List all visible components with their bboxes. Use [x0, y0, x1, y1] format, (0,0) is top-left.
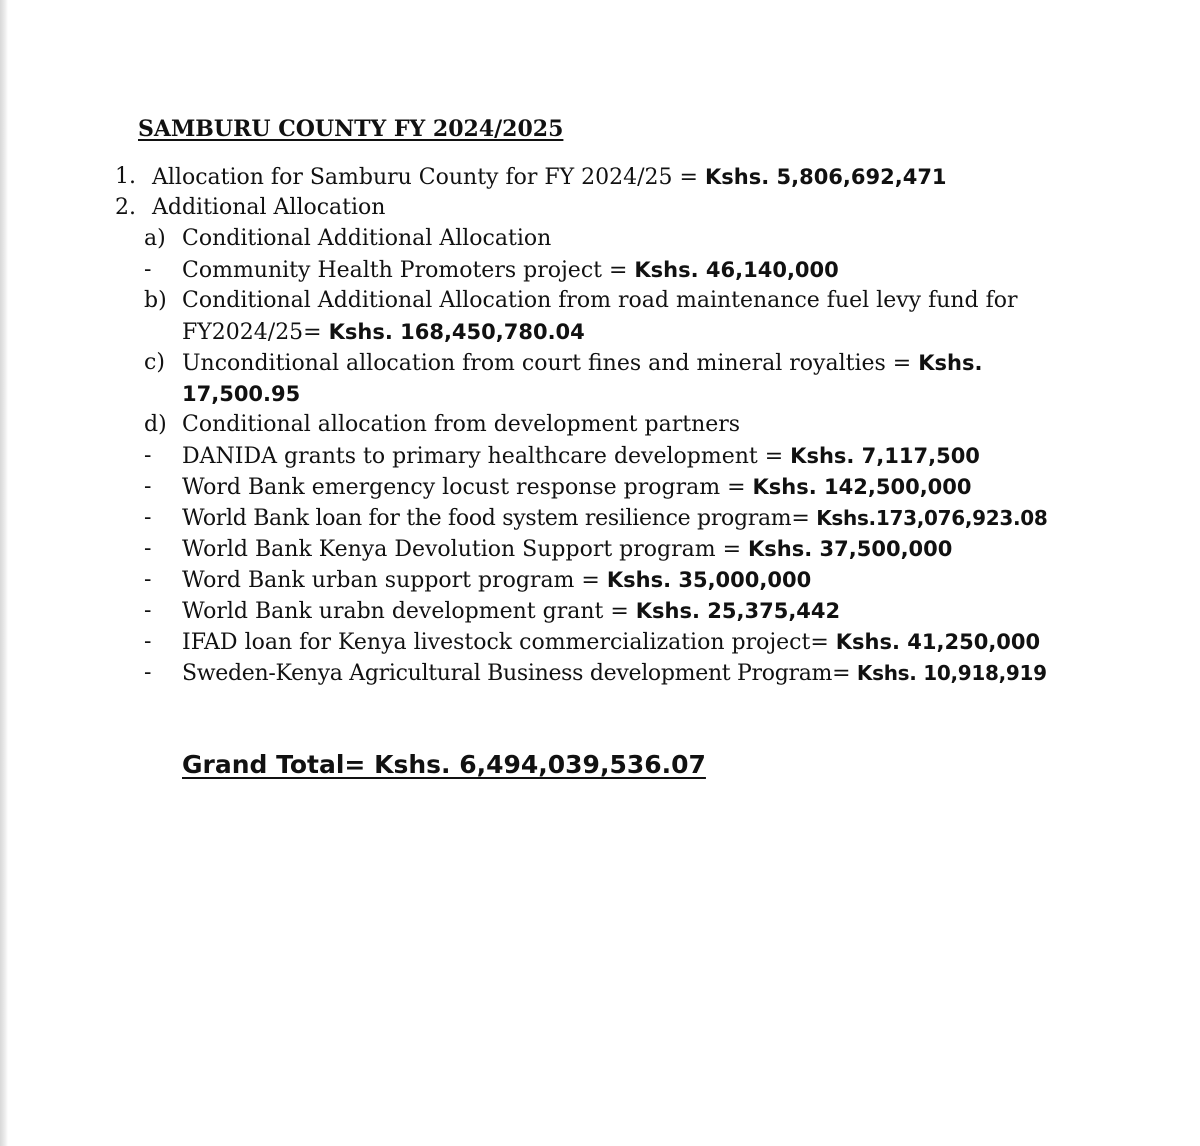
list-item [10, 565, 1200, 595]
item-1-number: 1. [115, 164, 136, 189]
bullet-dash: - [144, 505, 152, 530]
bullet-dash: - [144, 257, 152, 282]
bullet-dash: - [144, 474, 152, 499]
bullet-amount: Kshs. 46,140,000 [634, 258, 839, 282]
item-2-text: Additional Allocation [152, 195, 386, 220]
subitem-d-text: Conditional allocation from development partners [182, 412, 741, 437]
bullet-dash: - [144, 536, 152, 561]
subitem-c [10, 348, 1200, 378]
item-2 [10, 193, 1200, 223]
bullet-text: World Bank loan for the food system resilience program= Kshs.173,076,923.08 [182, 506, 1048, 531]
bullet-amount: Kshs. 7,117,500 [790, 444, 980, 468]
bullet-text: IFAD loan for Kenya livestock commercialization project= Kshs. 41,250,000 [182, 630, 1041, 655]
bullet-dash: - [144, 598, 152, 623]
bullet-text: Community Health Promoters project = Kshs. 46,140,000 [182, 258, 839, 283]
subitem-c-amount-part1: Kshs. [918, 351, 983, 375]
item-1 [10, 162, 1200, 192]
list-item [10, 627, 1200, 657]
bullet-amount: Kshs. 25,375,442 [635, 599, 841, 623]
subitem-a-text: Conditional Additional Allocation [182, 226, 552, 251]
grand-total: Grand Total= Kshs. 6,494,039,536.07 [182, 750, 706, 779]
bullet-text: Word Bank urban support program = Kshs. 35,000,000 [182, 568, 812, 593]
bullet-amount: Kshs. 41,250,000 [835, 630, 1041, 654]
subitem-b [10, 286, 1200, 316]
page-edge-shadow [0, 0, 8, 1146]
bullet-amount: Kshs. 35,000,000 [606, 568, 812, 592]
bullet-text: World Bank urabn development grant = Kshs. 25,375,442 [182, 599, 841, 624]
list-item [10, 534, 1200, 564]
subitem-d-label: d) [144, 412, 167, 437]
subitem-b-text: Conditional Additional Allocation from road maintenance fuel levy fund for [182, 288, 1018, 313]
bullet-text: DANIDA grants to primary healthcare development = Kshs. 7,117,500 [182, 444, 980, 469]
subitem-a-label: a) [144, 226, 166, 251]
subitem-a [10, 224, 1200, 254]
subitem-b-continuation [10, 317, 1200, 347]
subitem-c-continuation [10, 379, 1200, 409]
subitem-a-bullet [10, 255, 1200, 285]
bullet-text: World Bank Kenya Devolution Support program = Kshs. 37,500,000 [182, 537, 953, 562]
subitem-b-cont-text: FY2024/25= Kshs. 168,450,780.04 [182, 320, 585, 345]
subitem-c-amount-part2: 17,500.95 [182, 382, 301, 406]
list-item [10, 658, 1200, 688]
bullet-dash: - [144, 660, 152, 685]
subitem-b-amount: Kshs. 168,450,780.04 [328, 320, 585, 344]
document-title: SAMBURU COUNTY FY 2024/2025 [138, 116, 564, 142]
item-1-amount: Kshs. 5,806,692,471 [704, 165, 947, 189]
subitem-d [10, 410, 1200, 440]
list-item [10, 441, 1200, 471]
list-item [10, 503, 1200, 533]
subitem-b-label: b) [144, 288, 167, 313]
item-2-number: 2. [115, 195, 136, 220]
bullet-text: Word Bank emergency locust response program = Kshs. 142,500,000 [182, 475, 972, 500]
subitem-c-label: c) [144, 350, 165, 375]
bullet-amount: Kshs. 37,500,000 [748, 537, 953, 561]
item-1-text: Allocation for Samburu County for FY 2024/25 = Kshs. 5,806,692,471 [152, 165, 947, 190]
bullet-dash: - [144, 567, 152, 592]
bullet-dash: - [144, 443, 152, 468]
bullet-dash: - [144, 629, 152, 654]
list-item [10, 596, 1200, 626]
list-item [10, 472, 1200, 502]
bullet-amount: Kshs.173,076,923.08 [816, 506, 1048, 530]
bullet-amount: Kshs. 142,500,000 [752, 475, 972, 499]
bullet-text: Sweden-Kenya Agricultural Business development Program= Kshs. 10,918,919 [182, 661, 1047, 686]
document-page [10, 0, 1200, 1146]
subitem-c-text: Unconditional allocation from court fines and mineral royalties = Kshs. [182, 351, 983, 376]
bullet-amount: Kshs. 10,918,919 [856, 661, 1047, 685]
